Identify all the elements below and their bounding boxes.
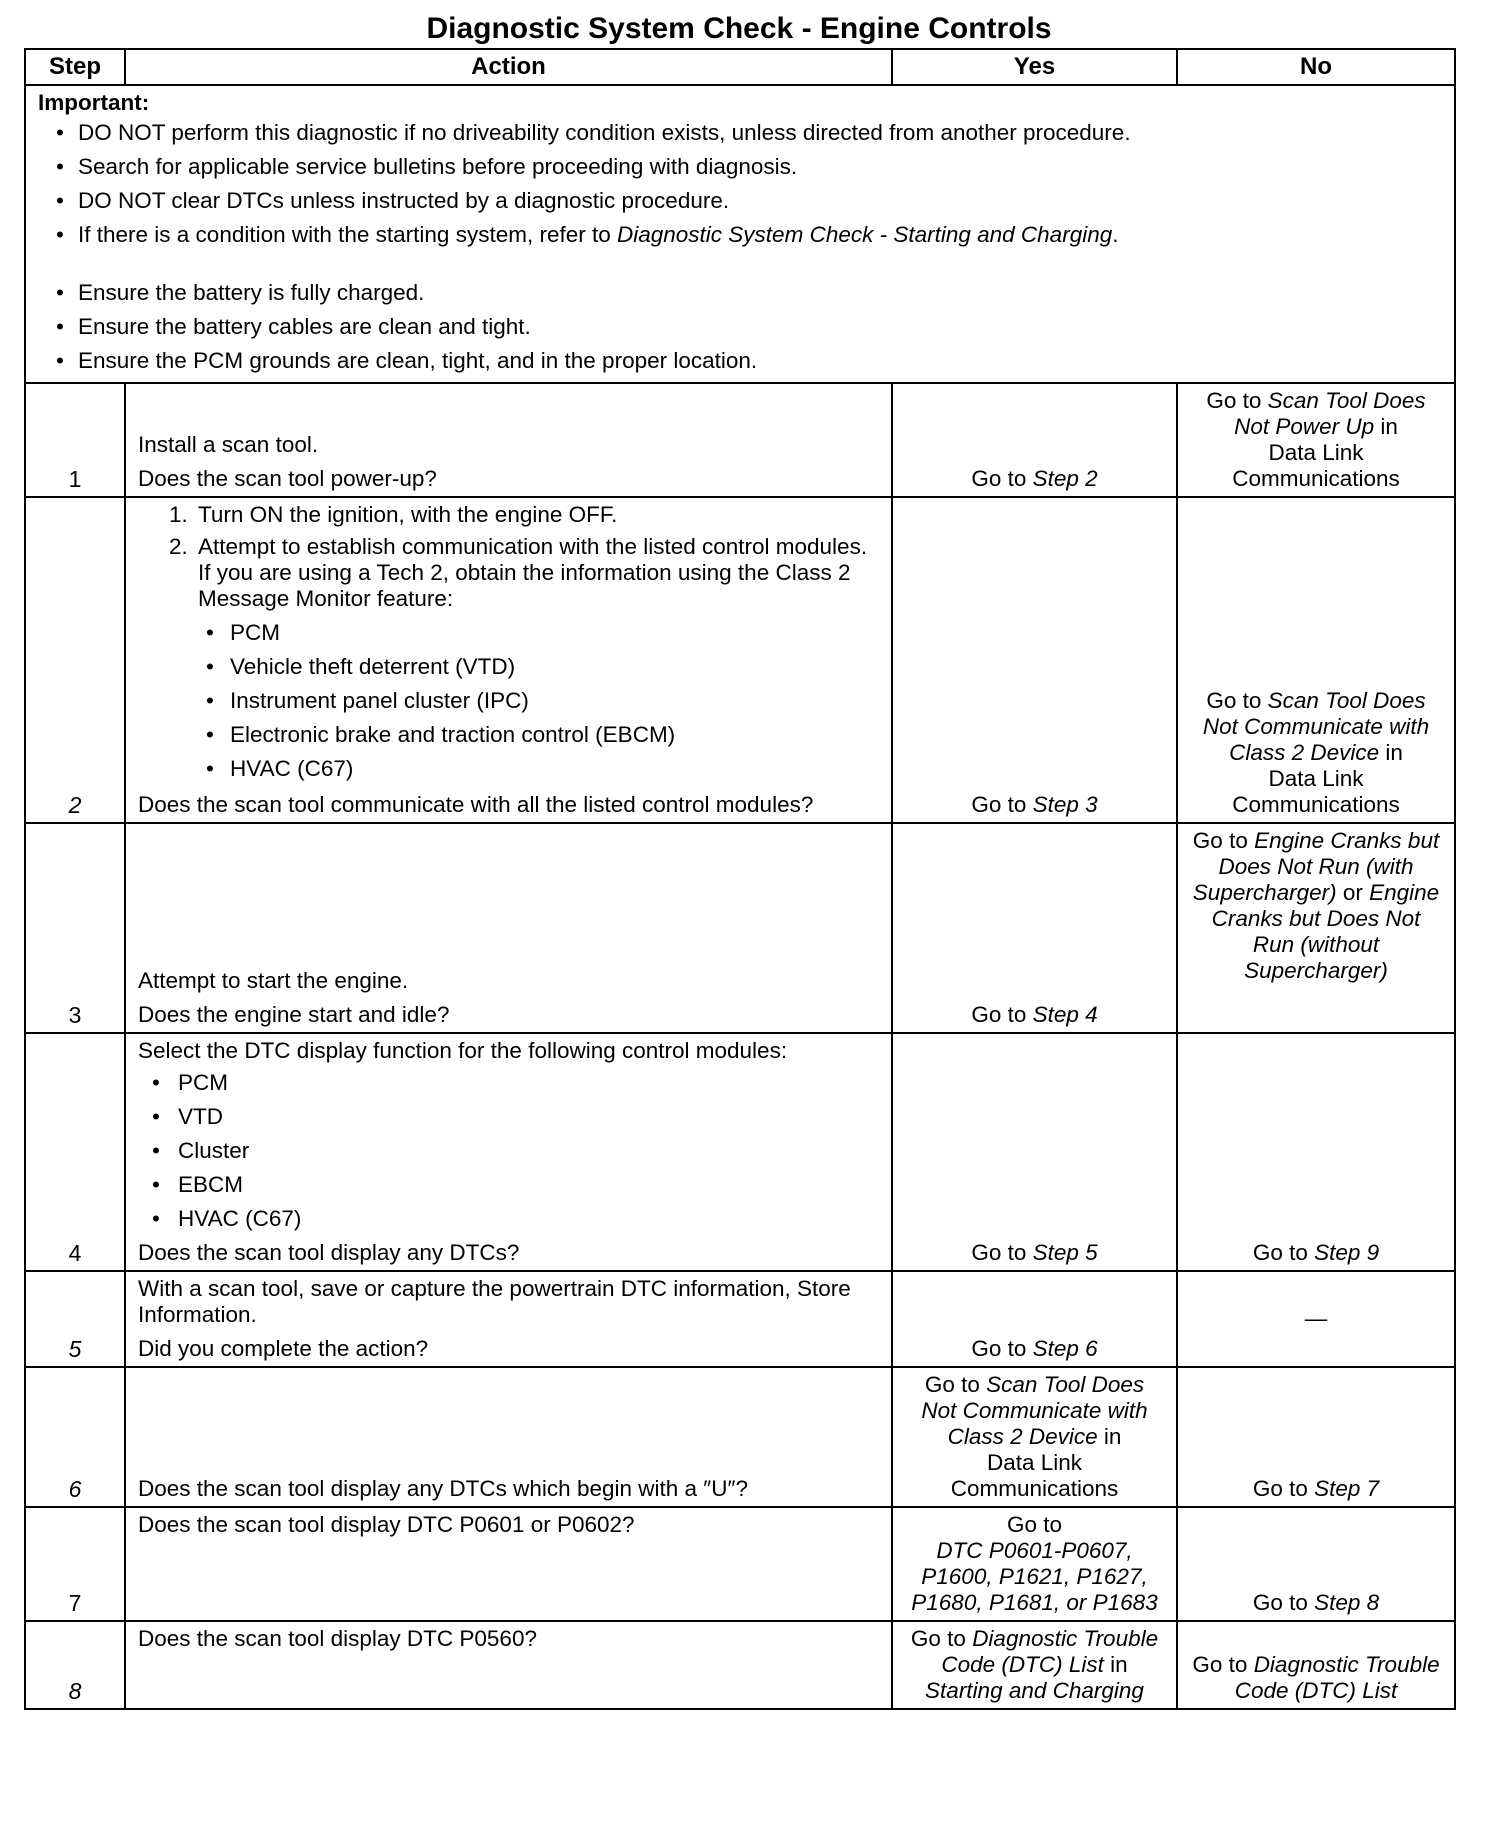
table-row — [25, 823, 1455, 1033]
important-list-2 — [38, 276, 1442, 378]
step-number: 5 — [25, 1271, 125, 1367]
diagnostic-table — [24, 48, 1456, 1710]
no-cell: Go to Engine Cranks but Does Not Run (with Supercharger) or Engine Cranks but Does Not Run (without Supercharger) — [1177, 823, 1455, 1033]
list-item: • Instrument panel cluster (IPC) — [206, 684, 879, 718]
step-action: 1. Turn ON the ignition, with the engine OFF. 2. Attempt to establish communication with the listed control modules. If you are using a Tech 2, obtain the information using the Class 2 Message Monitor feature: • PCM • Vehicle theft deterrent (VTD) • Instrument panel cluster (IPC) • Electronic brake and traction control (EBCM) • HVAC (C67) Does the scan tool communicate with all the listed control modules? — [125, 497, 892, 823]
no-cell: Go to Diagnostic Trouble Code (DTC) List — [1177, 1621, 1455, 1709]
important-label: Important: — [38, 90, 150, 115]
table-row — [25, 1033, 1455, 1271]
page-title: Diagnostic System Check - Engine Controls — [426, 12, 1052, 45]
list-item: • EBCM — [152, 1168, 879, 1202]
list-item: • Ensure the battery is fully charged. — [56, 276, 1442, 310]
yes-cell: Go to Scan Tool Does Not Communicate with Class 2 Device in Data Link Communications — [892, 1367, 1177, 1507]
step-action: Does the scan tool display DTC P0601 or P0602? — [125, 1507, 892, 1621]
list-item: • Electronic brake and traction control (EBCM) — [206, 718, 879, 752]
yes-cell: Go to Step 2 — [892, 383, 1177, 497]
header-step: Step — [25, 49, 125, 85]
yes-cell: Go to Step 6 — [892, 1271, 1177, 1367]
step-number: 3 — [25, 823, 125, 1033]
list-item: • HVAC (C67) — [152, 1202, 879, 1236]
document-page — [24, 10, 1454, 1710]
list-item: • PCM — [152, 1066, 879, 1100]
module-list — [138, 1066, 879, 1236]
list-item: • Vehicle theft deterrent (VTD) — [206, 650, 879, 684]
step-action: Select the DTC display function for the following control modules: • PCM • VTD • Cluster • EBCM • HVAC (C67) Does the scan tool display any DTCs? — [125, 1033, 892, 1271]
table-row — [25, 1367, 1455, 1507]
list-item: • Search for applicable service bulletins before proceeding with diagnosis. — [56, 150, 1442, 184]
yes-cell: Go to Diagnostic Trouble Code (DTC) List in Starting and Charging — [892, 1621, 1177, 1709]
module-list — [198, 616, 879, 786]
list-item: • DO NOT clear DTCs unless instructed by a diagnostic procedure. — [56, 184, 1442, 218]
header-action: Action — [125, 49, 892, 85]
step-number: 8 — [25, 1621, 125, 1709]
step-action: Does the scan tool display DTC P0560? — [125, 1621, 892, 1709]
table-row — [25, 1271, 1455, 1367]
list-item: • PCM — [206, 616, 879, 650]
table-row — [25, 1621, 1455, 1709]
list-item: • VTD — [152, 1100, 879, 1134]
no-cell: Go to Step 7 — [1177, 1367, 1455, 1507]
header-yes: Yes — [892, 49, 1177, 85]
list-item: • Ensure the battery cables are clean and tight. — [56, 310, 1442, 344]
step-number: 1 — [25, 383, 125, 497]
list-item: • Cluster — [152, 1134, 879, 1168]
no-cell: — — [1177, 1271, 1455, 1367]
no-cell: Go to Step 8 — [1177, 1507, 1455, 1621]
no-cell: Go to Scan Tool Does Not Communicate with Class 2 Device in Data Link Communications — [1177, 497, 1455, 823]
step-action: With a scan tool, save or capture the powertrain DTC information, Store Information. Did you complete the action? — [125, 1271, 892, 1367]
important-notes — [25, 85, 1455, 383]
header-row — [25, 49, 1455, 85]
table-row — [25, 1507, 1455, 1621]
yes-cell: Go to Step 4 — [892, 823, 1177, 1033]
step-number: 4 — [25, 1033, 125, 1271]
step-action: Attempt to start the engine. Does the engine start and idle? — [125, 823, 892, 1033]
step-number: 2 — [25, 497, 125, 823]
table-row — [25, 383, 1455, 497]
list-item: • HVAC (C67) — [206, 752, 879, 786]
step-number: 6 — [25, 1367, 125, 1507]
step-action: Install a scan tool. Does the scan tool power-up? — [125, 383, 892, 497]
yes-cell: Go to Step 5 — [892, 1033, 1177, 1271]
step-action: Does the scan tool display any DTCs which begin with a ″U″? — [125, 1367, 892, 1507]
table-row — [25, 497, 1455, 823]
no-cell: Go to Scan Tool Does Not Power Up in Data Link Communications — [1177, 383, 1455, 497]
step-number: 7 — [25, 1507, 125, 1621]
list-item: • If there is a condition with the starting system, refer to Diagnostic System Check - Starting and Charging. — [56, 218, 1442, 252]
yes-cell: Go to Step 3 — [892, 497, 1177, 823]
yes-cell: Go to DTC P0601-P0607, P1600, P1621, P1627, P1680, P1681, or P1683 — [892, 1507, 1177, 1621]
header-no: No — [1177, 49, 1455, 85]
important-row — [25, 85, 1455, 383]
step-sublist: 1. Turn ON the ignition, with the engine OFF. 2. Attempt to establish communication with the listed control modules. If you are using a Tech 2, obtain the information using the Class 2 Message Monitor feature: • PCM • Vehicle theft deterrent (VTD) • Instrument panel cluster (IPC) • Electronic brake and traction control (EBCM) • HVAC (C67) — [138, 502, 879, 786]
important-list — [38, 116, 1442, 252]
list-item: • Ensure the PCM grounds are clean, tight, and in the proper location. — [56, 344, 1442, 378]
list-item: • DO NOT perform this diagnostic if no driveability condition exists, unless directed from another procedure. — [56, 116, 1442, 150]
doc-reference: Diagnostic System Check - Starting and Charging — [617, 222, 1113, 247]
no-cell: Go to Step 9 — [1177, 1033, 1455, 1271]
